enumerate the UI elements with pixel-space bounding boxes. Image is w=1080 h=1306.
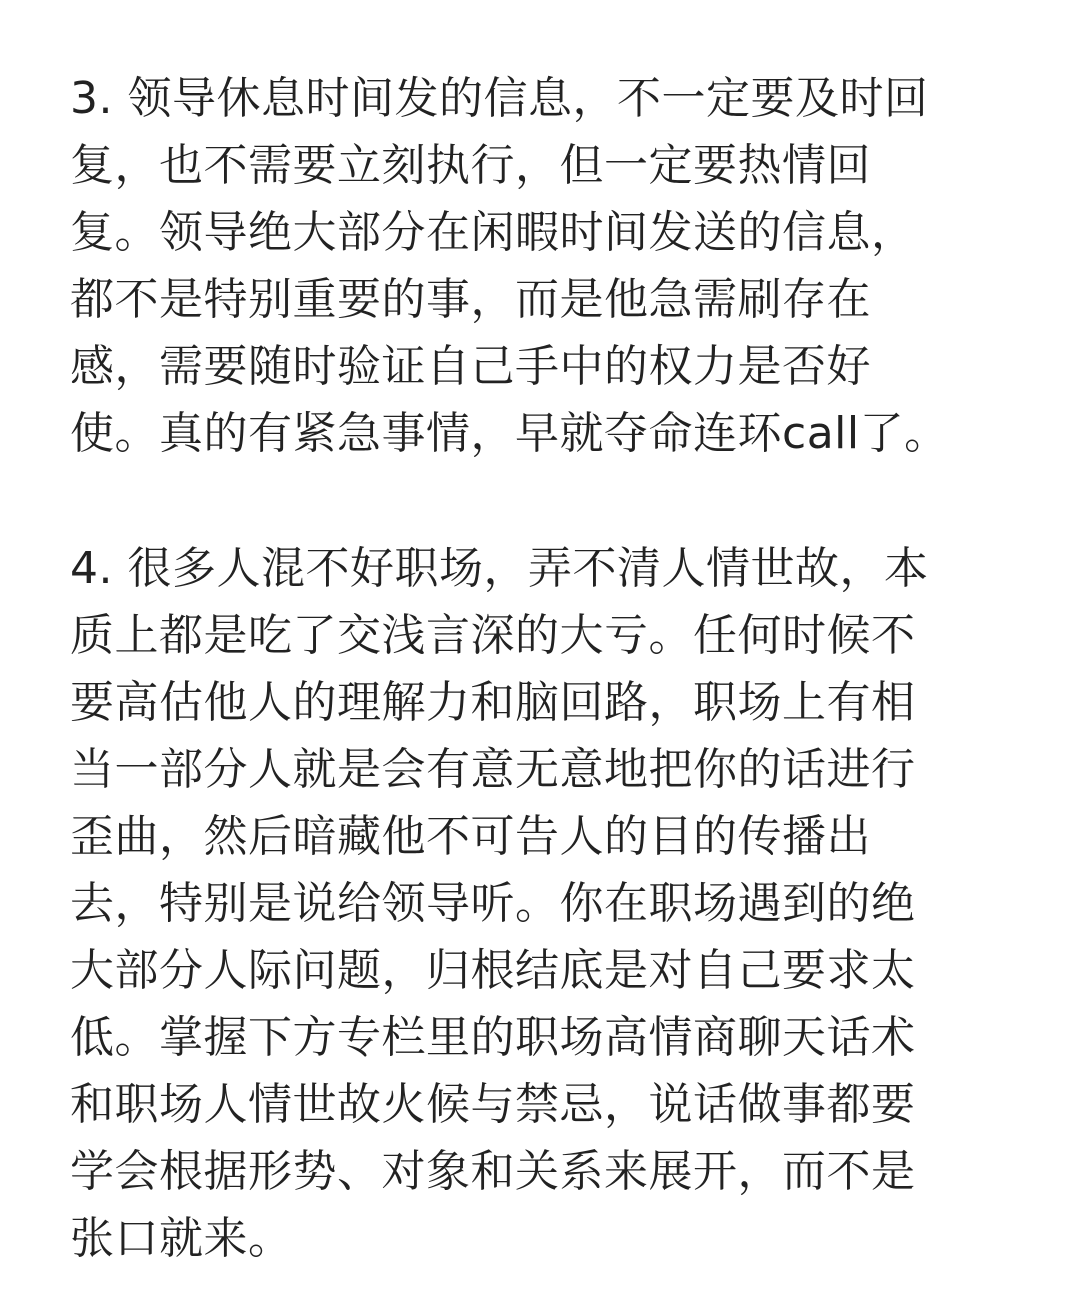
text-line: 和职场人情世故火候与禁忌，说话做事都要 <box>70 1079 916 1130</box>
text-line: 当一部分人就是会有意无意地把你的话进行 <box>70 744 916 795</box>
text-line: 3. 领导休息时间发的信息，不一定要及时回 <box>70 73 929 124</box>
text-line: 使。真的有紧急事情，早就夺命连环call了。 <box>70 408 949 459</box>
text-line: 张口就来。 <box>70 1213 293 1264</box>
paragraph-3 <box>70 65 1010 467</box>
text-line: 学会根据形势、对象和关系来展开，而不是 <box>70 1146 916 1197</box>
paragraph-4 <box>70 535 1010 1272</box>
text-line: 低。掌握下方专栏里的职场高情商聊天话术 <box>70 1012 916 1063</box>
text-line: 歪曲，然后暗藏他不可告人的目的传播出 <box>70 811 871 862</box>
text-line: 都不是特别重要的事，而是他急需刷存在 <box>70 274 871 325</box>
text-line: 要高估他人的理解力和脑回路，职场上有相 <box>70 677 916 728</box>
text-line: 复。领导绝大部分在闲暇时间发送的信息， <box>70 207 916 258</box>
text-line: 复，也不需要立刻执行，但一定要热情回 <box>70 140 871 191</box>
text-line: 去，特别是说给领导听。你在职场遇到的绝 <box>70 878 916 929</box>
text-line: 感，需要随时验证自己手中的权力是否好 <box>70 341 871 392</box>
text-line: 大部分人际问题，归根结底是对自己要求太 <box>70 945 916 996</box>
text-line: 质上都是吃了交浅言深的大亏。任何时候不 <box>70 610 916 661</box>
text-line: 4. 很多人混不好职场，弄不清人情世故，本 <box>70 543 929 594</box>
